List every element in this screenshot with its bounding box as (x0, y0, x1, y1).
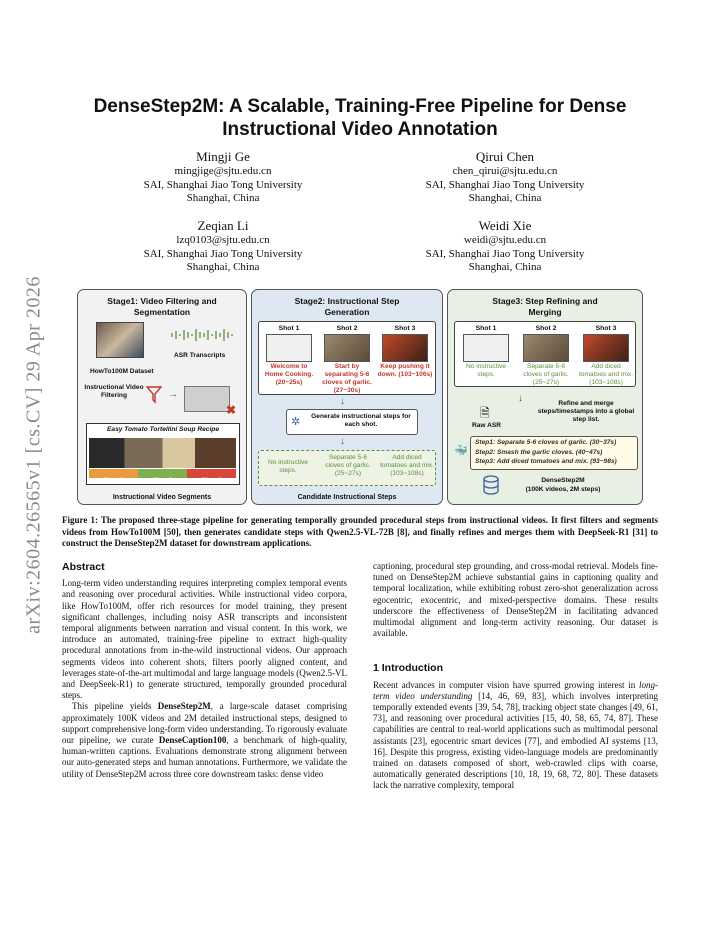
global-step: Step2: Smash the garlic cloves. (40~47s) (475, 448, 603, 456)
shot-card (319, 325, 375, 395)
global-step: Step3: Add diced tomatoes and mix. (93~98s) (475, 458, 617, 465)
shot-card (517, 325, 575, 387)
segment-label: Shot 1 (103, 477, 124, 484)
intro-emphasis: long-term video understanding (373, 679, 658, 701)
shot-thumbnail (583, 334, 629, 362)
shot-thumbnail (463, 334, 509, 362)
shot-label: Shot 1 (475, 325, 497, 332)
abstract-heading: Abstract (62, 561, 105, 573)
shot-step-text: Separate 5-6 cloves of garlic. (25~27s) (523, 363, 569, 386)
candidate-step: Separate 5-6 cloves of garlic. (25~27s) (325, 454, 371, 477)
document-icon: 🗎 (480, 406, 490, 420)
shot-asr-text: Start by separating 5-6 cloves of garlic. (27~30s) (322, 363, 372, 394)
shot-asr-text: Keep pushing it down. (103~106s) (377, 363, 433, 378)
shot-label: Shot 3 (595, 325, 617, 332)
benchmark-name-bold: DenseCaption100 (158, 735, 227, 746)
filter-icon (146, 386, 162, 404)
author-email[interactable]: weidi@sjtu.edu.cn (463, 234, 547, 246)
arxiv-stamp (8, 260, 60, 650)
stage1-panel (77, 289, 247, 505)
shot-card (261, 325, 317, 387)
shot-label: Shot 1 (278, 325, 300, 332)
author-affiliation: SAI, Shanghai Jiao Tong University (425, 178, 585, 191)
shot-card (377, 325, 433, 379)
author-name: Zeqian Li (197, 218, 249, 233)
recipe-title: Easy Tomato Tortellini Soup Recipe (107, 426, 219, 433)
author-affiliation: SAI, Shanghai Jiao Tong University (425, 247, 585, 260)
film-strip-image (89, 438, 236, 468)
figure-caption: Figure 1: The proposed three-stage pipeline for generating temporally grounded procedural steps from instructional videos. It first filters and segments videos from HowTo100M [50], then generates candidate steps with Qwen2.5-VL-72B [8], and finally refines and merges them with DeepSeek-R1 [31] to construct the DenseStep2M dataset for downstream applications. (62, 515, 658, 548)
intro-text: Recent advances in computer vision have spurred growing interest in (373, 679, 639, 690)
global-step: Step1: Separate 5-6 cloves of garlic. (30~37s) (475, 439, 617, 446)
shot-label: Shot 2 (336, 325, 358, 332)
shot-thumbnail (266, 334, 312, 362)
dataset-label: HowTo100M Dataset (90, 368, 154, 375)
intro-paragraph (373, 680, 658, 792)
shot-card (457, 325, 515, 379)
abstract-paragraph (62, 701, 347, 779)
generate-steps-text: Generate instructional steps for each shot. (311, 413, 411, 428)
audio-waveform-icon (170, 328, 240, 342)
stage1-footer: Instructional Video Segments (112, 494, 212, 501)
stage3-title: Stage3: Step Refining and Merging (492, 296, 598, 317)
segment-label: Shot 2 (152, 477, 173, 484)
stage2-shots-box (258, 321, 436, 395)
author-email[interactable]: mingjige@sjtu.edu.cn (174, 165, 272, 177)
author-email[interactable]: chen_qirui@sjtu.edu.cn (452, 165, 558, 177)
shot-thumbnail (324, 334, 370, 362)
stage2-footer: Candidate Instructional Steps (297, 494, 397, 501)
shot-card (577, 325, 635, 387)
shot-thumbnail (523, 334, 569, 362)
generate-steps-box (286, 409, 418, 435)
right-column (373, 561, 658, 792)
dataset-thumbnail-image (96, 322, 144, 358)
arrow-icon: → (168, 389, 178, 400)
segment-label: Shot 3 (201, 477, 222, 484)
author-block (98, 148, 348, 206)
stage2-title: Stage2: Instructional Step Generation (294, 296, 400, 317)
global-step-list (470, 436, 638, 470)
abstract-text: , a large-scale dataset comprising approximately 100K videos and 2M detailed instructional steps, designed to support comprehensive long-form video understanding. To rigorously evaluate our pipeline, we curate (62, 701, 347, 746)
author-location: Shanghai, China (468, 192, 542, 204)
arrow-icon: ↓ (518, 393, 523, 404)
abstract-paragraph: Long-term video understanding requires interpreting complex temporal events and reasoning over procedural activities. While instructional video corpora, like HowTo100M, offer rich resources for model training, they present significant challenges, including noisy ASR transcripts and inconsistent temporal alignments between narration and visual content. In this work, we introduce an automated, training-free pipeline to extract high-quality procedural annotations from in-the-wild instructional videos. Our approach segments videos into coherent shots, filters poorly aligned content, and leverages state-of-the-art multimodal and large language models (Qwen2.5-VL and DeepSeek-R1) to generate structured, temporally grounded procedural steps. (62, 578, 347, 701)
author-name: Mingji Ge (196, 149, 250, 164)
database-icon (482, 475, 500, 495)
author-block (98, 217, 348, 275)
recipe-video-box (86, 423, 240, 485)
abstract-text: , a benchmark of high-quality, human-written captions. Evaluations demonstrate strong alignment between our auto-generated steps and human annotations. Furthermore, we validate the utility of DenseStep2M across three core downstream tasks: dense video (62, 735, 347, 779)
arxiv-stamp-text: arXiv:2604.26565v1 [cs.CV] 29 Apr 2026 (22, 276, 45, 634)
raw-asr-label: Raw ASR (472, 422, 502, 429)
stage3-panel (447, 289, 643, 505)
author-email[interactable]: lzq0103@sjtu.edu.cn (176, 234, 270, 246)
asr-transcripts-label: ASR Transcripts (174, 352, 226, 359)
shot-thumbnail (382, 334, 428, 362)
dataset-name-bold: DenseStep2M (157, 701, 211, 712)
author-location: Shanghai, China (186, 261, 260, 273)
abstract-paragraph: captioning, procedural step grounding, and cross-modal retrieval. Models fine-tuned on DenseStep2M achieve substantial gains in captioning quality and temporal localization, while exhibiting robust zero-shot generalization across egocentric, exocentric, and mixed-perspective domains. These results underscore the effectiveness of DenseStep2M in facilitating advanced multimodal alignment and long-term activity reasoning. Our dataset is available. (373, 561, 658, 639)
author-location: Shanghai, China (468, 261, 542, 273)
shot-label: Shot 2 (535, 325, 557, 332)
arrow-icon: ↓ (340, 436, 345, 447)
author-location: Shanghai, China (186, 192, 260, 204)
filtering-label: Instructional Video Filtering (84, 384, 144, 399)
dataset-stats: (100K videos, 2M steps) (525, 486, 601, 493)
deepseek-icon: 🐳 (454, 444, 468, 457)
filtered-video-thumbnail (184, 386, 230, 412)
shot-step-text: No instructive steps. (466, 363, 506, 378)
stage1-title: Stage1: Video Filtering and Segmentation (107, 296, 217, 317)
arrow-icon: ↓ (340, 396, 345, 407)
intro-heading: 1 Introduction (373, 662, 443, 675)
pipeline-figure (77, 289, 643, 505)
paper-title: DenseStep2M: A Scalable, Training-Free Pipeline for Dense Instructional Video Annotation (93, 96, 627, 140)
author-name: Qirui Chen (475, 149, 535, 164)
dataset-name: DenseStep2M (541, 477, 585, 484)
candidate-steps-box (258, 450, 436, 486)
author-affiliation: SAI, Shanghai Jiao Tong University (143, 247, 303, 260)
refine-text: Refine and merge steps/timestamps into a global step list. (537, 400, 635, 423)
candidate-step: No instructive steps. (268, 459, 308, 474)
abstract-text: This pipeline yields (72, 701, 158, 712)
shot-step-text: Add diced tomatoes and mix. (103~108s) (579, 363, 633, 386)
abstract-section (62, 562, 347, 780)
author-block (380, 148, 630, 206)
stage2-panel (251, 289, 443, 505)
shot-asr-text: Welcome to Home Cooking. (20~25s) (264, 363, 314, 386)
author-block (380, 217, 630, 275)
shot-label: Shot 3 (394, 325, 416, 332)
author-name: Weidi Xie (478, 218, 532, 233)
candidate-step: Add diced tomatoes and mix. (103~108s) (380, 454, 434, 477)
reject-x-icon: ✖ (226, 403, 237, 417)
stage3-shots-box (454, 321, 636, 387)
author-affiliation: SAI, Shanghai Jiao Tong University (143, 178, 303, 191)
llm-icon: ✲ (291, 415, 301, 428)
intro-text: [14, 46, 69, 83], which involves interpreting temporally extended events [39, 54, 78], tracking object state changes [49, 61, 73], and reasoning over procedural activities [15, 40, 58, 65, 74, 87]. These capabilities are central to real-world applications such as multimodal personal assistants [23], egocentric smart devices [77], and embodied AI systems [13, 16]. Despite this progress, existing video-language models are predominantly trained on datasets composed of short, web-crawled clips with coarse, automatically generated descriptions [10, 18, 19, 68, 72, 80]. These datasets lack the narrative complexity, temporal (373, 690, 658, 791)
